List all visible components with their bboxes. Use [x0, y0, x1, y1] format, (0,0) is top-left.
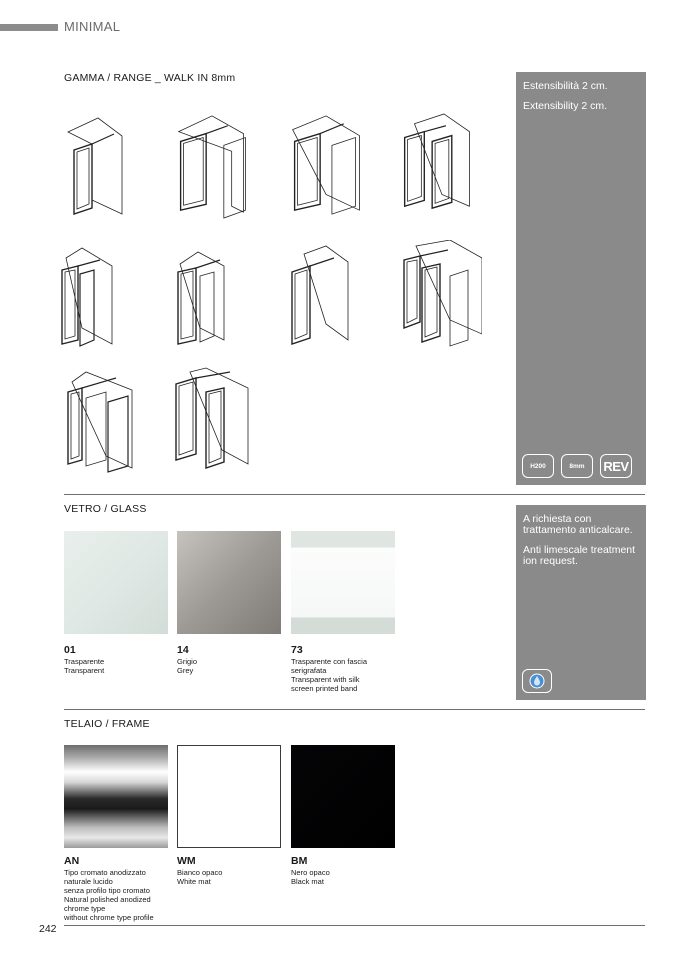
- frame-desc-line: Natural polished anodized: [64, 895, 151, 904]
- frame-desc-line: without chrome type profile: [64, 913, 154, 922]
- walk-in-config-2: [172, 112, 256, 220]
- walk-in-config-4: [398, 112, 482, 220]
- glass-code: 14: [177, 644, 189, 656]
- glass-swatch-transparent: [64, 531, 168, 634]
- frame-label-an: [64, 855, 174, 922]
- page-title: MINIMAL: [64, 19, 121, 34]
- anti-limescale-panel: [516, 505, 646, 700]
- frame-code: BM: [291, 855, 308, 867]
- glass-swatch-silk-screen-band: [291, 531, 395, 634]
- frame-desc-line: White mat: [177, 877, 211, 886]
- glass-desc-line: Trasparente con fascia: [291, 657, 368, 666]
- water-drop-icon: [522, 669, 552, 693]
- height-badge: H200: [522, 454, 554, 478]
- glass-label-73: [291, 644, 401, 693]
- glass-section-title: VETRO / GLASS: [64, 503, 147, 515]
- glass-label-14: [177, 644, 287, 675]
- walk-in-config-9: [62, 368, 146, 476]
- glass-desc-line: Transparent with silk: [291, 675, 360, 684]
- frame-desc-line: Bianco opaco: [177, 868, 223, 877]
- reversible-badge: REV: [600, 454, 632, 478]
- walk-in-config-5: [56, 244, 140, 352]
- frame-swatch-black-mat: [291, 745, 395, 848]
- range-section-title: GAMMA / RANGE _ WALK IN 8mm: [64, 72, 236, 84]
- glass-swatch-grey: [177, 531, 281, 634]
- frame-desc-line: Nero opaco: [291, 868, 330, 877]
- glass-label-01: [64, 644, 174, 675]
- glass-desc-line: Grey: [177, 666, 194, 675]
- glass-desc-line: serigrafata: [291, 666, 327, 675]
- footer-divider: [64, 925, 645, 926]
- page-number: 242: [39, 923, 57, 935]
- frame-desc-line: naturale lucido: [64, 877, 113, 886]
- thickness-badge: 8mm: [561, 454, 593, 478]
- extensibility-text-en: Extensibility 2 cm.: [523, 100, 608, 112]
- frame-code: AN: [64, 855, 80, 867]
- walk-in-config-3: [286, 112, 370, 220]
- section-divider: [64, 494, 645, 495]
- anti-limescale-text-en: Anti limescale treatment ion request.: [523, 544, 636, 567]
- frame-desc-line: senza profilo tipo cromato: [64, 886, 150, 895]
- frame-swatch-chrome-anodized: [64, 745, 168, 848]
- frame-desc-line: Tipo cromato anodizzato: [64, 868, 146, 877]
- walk-in-config-7: [286, 244, 370, 352]
- frame-label-bm: [291, 855, 401, 886]
- glass-code: 01: [64, 644, 76, 656]
- frame-label-wm: [177, 855, 287, 886]
- extensibility-panel: [516, 72, 646, 485]
- glass-code: 73: [291, 644, 303, 656]
- frame-desc-line: Black mat: [291, 877, 324, 886]
- section-divider: [64, 709, 645, 710]
- frame-swatch-white-mat: [177, 745, 281, 848]
- frame-section-title: TELAIO / FRAME: [64, 718, 150, 730]
- anti-limescale-text-it: A richiesta con trattamento anticalcare.: [523, 513, 633, 536]
- walk-in-config-8: [398, 240, 482, 348]
- glass-desc-line: screen printed band: [291, 684, 358, 693]
- extensibility-text-it: Estensibilità 2 cm.: [523, 80, 608, 92]
- glass-desc-line: Trasparente: [64, 657, 105, 666]
- glass-desc-line: Transparent: [64, 666, 105, 675]
- frame-code: WM: [177, 855, 196, 867]
- header-accent-bar: [0, 24, 58, 31]
- walk-in-config-10: [170, 366, 254, 474]
- glass-desc-line: Grigio: [177, 657, 198, 666]
- feature-badges: [522, 454, 632, 478]
- frame-desc-line: chrome type: [64, 904, 106, 913]
- walk-in-config-1: [62, 114, 146, 222]
- walk-in-config-6: [172, 244, 256, 352]
